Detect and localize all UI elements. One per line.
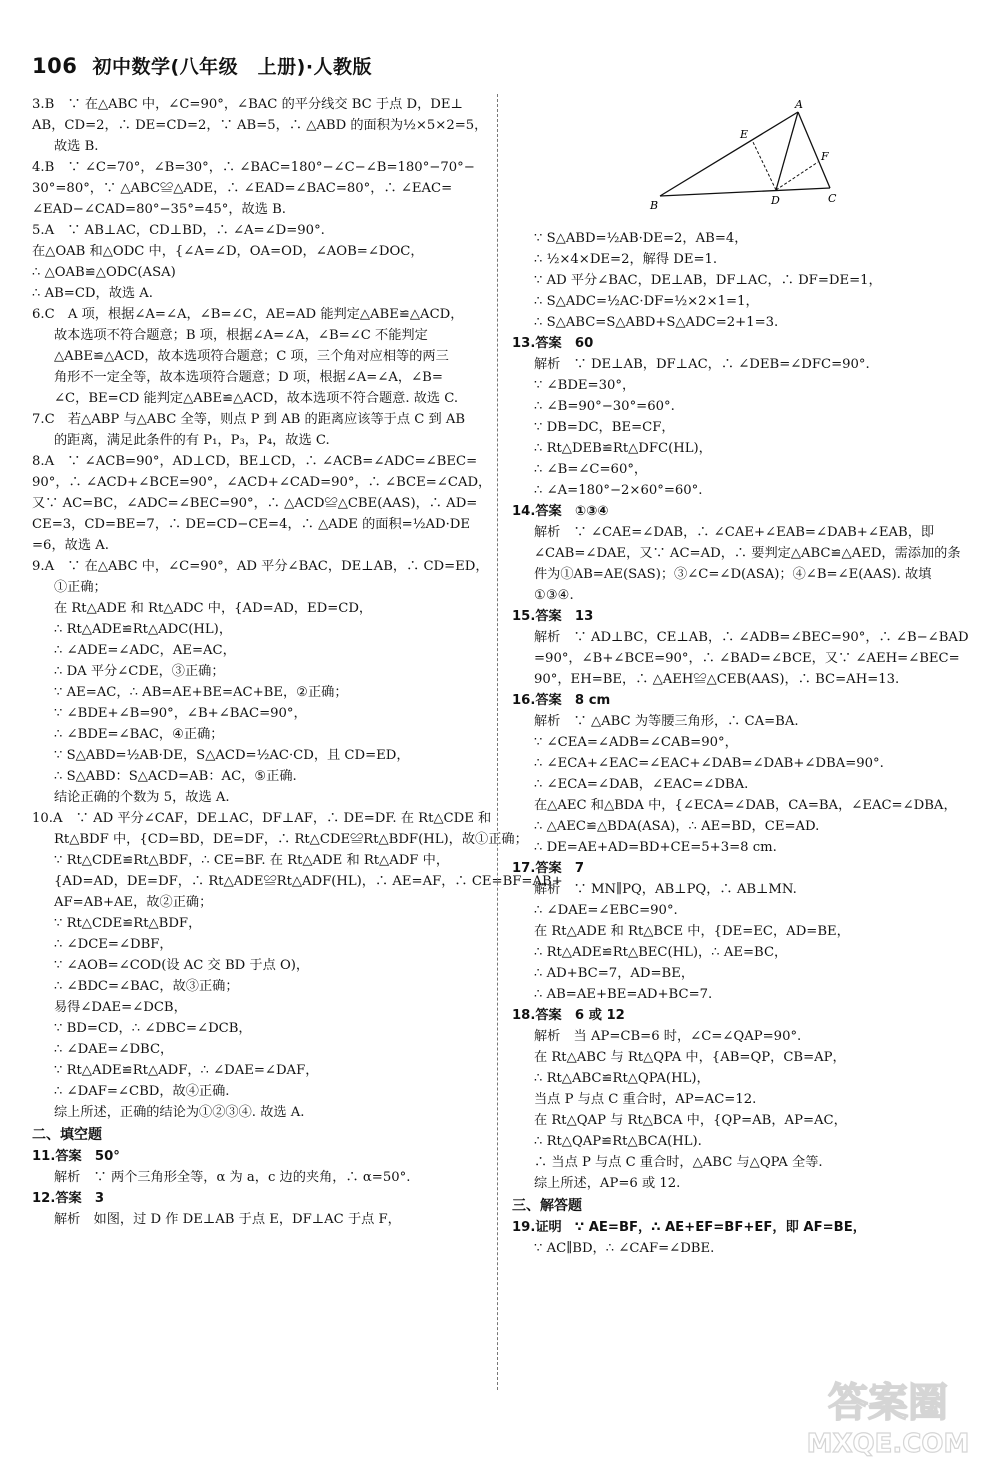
page-number: 106 bbox=[32, 54, 78, 78]
left-line: ∠EAD−∠CAD=80°−35°=45°，故选 B. bbox=[32, 202, 286, 217]
page-header bbox=[32, 52, 372, 79]
right-line: ∵ ∠BDE=30°， bbox=[534, 378, 636, 393]
right-line: =90°，∠B+∠BCE=90°，∴ ∠BAD=∠BCE，又∵ ∠AEH=∠BEC= bbox=[534, 651, 960, 666]
left-line: AB，CD=2，∴ DE=CD=2，∵ AB=5，∴ △ABD 的面积为½×5×2=5， bbox=[32, 118, 488, 133]
left-line: ∵ Rt△CDE≌Rt△BDF，∴ CE=BF. 在 Rt△ADE 和 Rt△ADF 中， bbox=[54, 853, 450, 868]
left-line: 在 Rt△ADE 和 Rt△ADC 中，{AD=AD，ED=CD， bbox=[54, 601, 373, 616]
right-line: 19.证明 ∵ AE=BF，∴ AE+EF=BF+EF，即 AF=BE， bbox=[512, 1220, 866, 1235]
left-line: △ABE≌△ACD，故本选项符合题意；C 项，三个角对应相等的两三 bbox=[54, 349, 449, 364]
right-line: ∴ △AEC≌△BDA(ASA)，∴ AE=BD，CE=AD. bbox=[534, 819, 820, 834]
right-line: 17.答案 7 bbox=[512, 861, 585, 876]
right-line: 当点 P 与点 C 重合时，AP=AC=12. bbox=[534, 1092, 757, 1107]
label-f: F bbox=[821, 150, 829, 163]
left-line: 故选 B. bbox=[54, 139, 99, 154]
left-line: ∴ ∠ADE=∠ADC，AE=AC， bbox=[54, 643, 236, 658]
right-column bbox=[512, 228, 968, 1259]
right-line: ∴ ∠B=90°−30°=60°. bbox=[534, 399, 675, 414]
left-line: ∵ S△ABD=½AB·DE，S△ACD=½AC·CD，且 CD=ED， bbox=[54, 748, 410, 763]
right-line: 解析 ∵ △ABC 为等腰三角形，∴ CA=BA. bbox=[534, 714, 799, 729]
right-line: ∴ Rt△DEB≌Rt△DFC(HL)， bbox=[534, 441, 712, 456]
right-line: 16.答案 8 cm bbox=[512, 693, 611, 708]
left-line: ∴ ∠DAE=∠DBC， bbox=[54, 1042, 174, 1057]
left-line: 90°，∴ ∠ACD+∠BCE=90°，∠ACD+∠CAD=90°，∴ ∠BCE=∠CAD， bbox=[32, 475, 492, 490]
right-line: ∵ DB=DC，BE=CF， bbox=[534, 420, 675, 435]
right-line: 综上所述，AP=6 或 12. bbox=[534, 1176, 681, 1191]
triangle-figure bbox=[640, 96, 840, 214]
right-line: 解析 ∵ MN∥PQ，AB⊥PQ，∴ AB⊥MN. bbox=[534, 882, 797, 897]
left-line: ①正确； bbox=[54, 580, 107, 595]
left-line: ∴ DA 平分∠CDE，③正确； bbox=[54, 664, 225, 679]
right-line: 件为①AB=AE(SAS)；③∠C=∠D(ASA)；④∠B=∠E(AAS). 故填 bbox=[534, 567, 932, 582]
right-line: ∴ ∠ECA+∠EAC=∠EAC+∠DAB=∠DAB+∠DBA=90°. bbox=[534, 756, 884, 771]
left-line: ∵ ∠AOB=∠COD(设 AC 交 BD 于点 O)， bbox=[54, 958, 310, 973]
left-line: 8.A ∵ ∠ACB=90°，AD⊥CD，BE⊥CD，∴ ∠ACB=∠ADC=∠BEC= bbox=[32, 454, 478, 469]
right-line: 解析 当 AP=CB=6 时，∠C=∠QAP=90°. bbox=[534, 1029, 802, 1044]
right-line: 14.答案 ①③④ bbox=[512, 504, 609, 519]
right-line: ∴ S△ADC=½AC·DF=½×2×1=1， bbox=[534, 294, 759, 309]
left-line: {AD=AD，DE=DF，∴ Rt△ADE≌Rt△ADF(HL)，∴ AE=AF，∴ CE=BF=AB+ bbox=[54, 874, 563, 889]
right-line: 三、解答题 bbox=[512, 1198, 582, 1214]
right-line: 在△AEC 和△BDA 中，{∠ECA=∠DAB，CA=BA，∠EAC=∠DBA， bbox=[534, 798, 957, 813]
left-line: 的距离，满足此条件的有 P₁，P₃，P₄，故选 C. bbox=[54, 433, 330, 448]
right-line: ∴ 当点 P 与点 C 重合时，△ABC 与△QPA 全等. bbox=[534, 1155, 823, 1170]
left-line: 易得∠DAE=∠DCB， bbox=[54, 1000, 187, 1015]
left-line: 10.A ∵ AD 平分∠CAF，DE⊥AC，DF⊥AF，∴ DE=DF. 在 Rt△CDE 和 bbox=[32, 811, 492, 826]
svg-text:答案圈: 答案圈 bbox=[828, 1380, 948, 1426]
right-line: 在 Rt△ABC 与 Rt△QPA 中，{AB=QP，CB=AP， bbox=[534, 1050, 846, 1065]
watermark-logo bbox=[798, 1368, 978, 1460]
column-divider bbox=[497, 94, 498, 1390]
left-line: 又∵ AC=BC，∠ADC=∠BEC=90°，∴ △ACD≌△CBE(AAS)，∴ AD= bbox=[32, 496, 478, 511]
left-line: 在△OAB 和△ODC 中，{∠A=∠D，OA=OD，∠AOB=∠DOC， bbox=[32, 244, 424, 259]
right-line: ∵ S△ABD=½AB·DE=2，AB=4， bbox=[534, 231, 748, 246]
left-line: CE=3，CD=BE=7，∴ DE=CD−CE=4，∴ △ADE 的面积=½AD·DE bbox=[32, 517, 471, 532]
right-line: ∴ Rt△QAP≌Rt△BCA(HL). bbox=[534, 1134, 702, 1149]
left-line: 4.B ∵ ∠C=70°，∠B=30°，∴ ∠BAC=180°−∠C−∠B=180°−70°− bbox=[32, 160, 475, 175]
label-a: A bbox=[795, 98, 803, 111]
left-line: 二、填空题 bbox=[32, 1127, 102, 1143]
right-line: 解析 ∵ DE⊥AB，DF⊥AC，∴ ∠DEB=∠DFC=90°. bbox=[534, 357, 870, 372]
right-line: ∵ ∠CEA=∠ADB=∠CAB=90°， bbox=[534, 735, 738, 750]
left-line: ∠C，BE=CD 能判定△ABE≌△ACD，故本选项不符合题意. 故选 C. bbox=[54, 391, 459, 406]
right-line: ∴ ∠B=∠C=60°， bbox=[534, 462, 648, 477]
left-line: 结论正确的个数为 5，故选 A. bbox=[54, 790, 230, 805]
left-line: ∴ ∠DCE=∠DBF， bbox=[54, 937, 173, 952]
right-line: ∴ ∠DAE=∠EBC=90°. bbox=[534, 903, 678, 918]
right-line: 解析 ∵ AD⊥BC，CE⊥AB，∴ ∠ADB=∠BEC=90°，∴ ∠B−∠BAD bbox=[534, 630, 969, 645]
left-line: 30°=80°，∵ △ABC≌△ADE，∴ ∠EAD=∠BAC=80°，∴ ∠EAC= bbox=[32, 181, 453, 196]
left-line: ∴ AB=CD，故选 A. bbox=[32, 286, 153, 301]
right-line: 在 Rt△ADE 和 Rt△BCE 中，{DE=EC，AD=BE， bbox=[534, 924, 850, 939]
left-line: 7.C 若△ABP 与△ABC 全等，则点 P 到 AB 的距离应该等于点 C 到 AB bbox=[32, 412, 466, 427]
svg-text:MXQE.COM: MXQE.COM bbox=[806, 1429, 970, 1459]
left-line: 角形不一定全等，故本选项符合题意；D 项，根据∠A=∠A，∠B= bbox=[54, 370, 443, 385]
left-line: 5.A ∵ AB⊥AC，CD⊥BD，∴ ∠A=∠D=90°. bbox=[32, 223, 325, 238]
left-line: ∵ ∠BDE+∠B=90°，∠B+∠BAC=90°， bbox=[54, 706, 307, 721]
left-line: Rt△BDF 中，{CD=BD，DE=DF，∴ Rt△CDE≌Rt△BDF(HL)，故①正确； bbox=[54, 832, 528, 847]
left-line: AF=AB+AE，故②正确； bbox=[54, 895, 213, 910]
left-line: 9.A ∵ 在△ABC 中，∠C=90°，AD 平分∠BAC，DE⊥AB，∴ CD=ED， bbox=[32, 559, 489, 574]
right-line: 15.答案 13 bbox=[512, 609, 594, 624]
right-line: ∴ Rt△ABC≌Rt△QPA(HL)， bbox=[534, 1071, 710, 1086]
right-line: ①③④. bbox=[534, 588, 574, 603]
right-line: ∴ ∠A=180°−2×60°=60°. bbox=[534, 483, 703, 498]
left-line: ∵ Rt△ADE≌Rt△ADF，∴ ∠DAE=∠DAF， bbox=[54, 1063, 319, 1078]
left-line: 3.B ∵ 在△ABC 中，∠C=90°，∠BAC 的平分线交 BC 于点 D，DE⊥ bbox=[32, 97, 463, 112]
left-line: 解析 ∵ 两个三角形全等，α 为 a，c 边的夹角，∴ α=50°. bbox=[54, 1170, 411, 1185]
left-line: ∴ △OAB≌△ODC(ASA) bbox=[32, 265, 176, 280]
left-line: 故本选项不符合题意；B 项，根据∠A=∠A，∠B=∠C 不能判定 bbox=[54, 328, 428, 343]
right-line: ∴ AD+BC=7，AD=BE， bbox=[534, 966, 695, 981]
right-line: ∠CAB=∠DAE，又∵ AC=AD，∴ 要判定△ABC≌△AED，需添加的条 bbox=[534, 546, 961, 561]
left-line: ∴ Rt△ADE≌Rt△ADC(HL)， bbox=[54, 622, 233, 637]
right-line: 13.答案 60 bbox=[512, 336, 594, 351]
left-line: =6，故选 A. bbox=[32, 538, 109, 553]
right-line: ∴ Rt△ADE≌Rt△BEC(HL)，∴ AE=BC， bbox=[534, 945, 788, 960]
label-e: E bbox=[740, 128, 749, 141]
left-line: ∴ S△ABD：S△ACD=AB：AC，⑤正确. bbox=[54, 769, 297, 784]
left-line: ∴ ∠DAF=∠CBD，故④正确. bbox=[54, 1084, 230, 1099]
left-line: ∵ Rt△CDE≌Rt△BDF， bbox=[54, 916, 202, 931]
right-line: 解析 ∵ ∠CAE=∠DAB，∴ ∠CAE+∠EAB=∠DAB+∠EAB，即 bbox=[534, 525, 935, 540]
right-line: 在 Rt△QAP 与 Rt△BCA 中，{QP=AB，AP=AC， bbox=[534, 1113, 847, 1128]
right-line: ∴ ½×4×DE=2，解得 DE=1. bbox=[534, 252, 718, 267]
right-line: ∴ ∠ECA=∠DAB，∠EAC=∠DBA. bbox=[534, 777, 749, 792]
left-line: 解析 如图，过 D 作 DE⊥AB 于点 E，DF⊥AC 于点 F， bbox=[54, 1212, 401, 1227]
left-line: 6.C A 项，根据∠A=∠A，∠B=∠C，AE=AD 能判定△ABE≌△ACD， bbox=[32, 307, 464, 322]
left-line: ∴ ∠BDC=∠BAC，故③正确； bbox=[54, 979, 239, 994]
left-line: 11.答案 50° bbox=[32, 1149, 120, 1164]
label-b: B bbox=[650, 199, 659, 212]
left-line: ∴ ∠BDE=∠BAC，④正确； bbox=[54, 727, 224, 742]
left-line: ∵ BD=CD，∴ ∠DBC=∠DCB， bbox=[54, 1021, 252, 1036]
right-line: 18.答案 6 或 12 bbox=[512, 1008, 625, 1023]
right-line: ∴ S△ABC=S△ABD+S△ADC=2+1=3. bbox=[534, 315, 779, 330]
label-c: C bbox=[828, 192, 837, 205]
right-line: ∴ DE=AE+AD=BD+CE=5+3=8 cm. bbox=[534, 840, 777, 855]
right-line: ∴ AB=AE+BE=AD+BC=7. bbox=[534, 987, 713, 1002]
right-line: 90°，EH=BE，∴ △AEH≌△CEB(AAS)，∴ BC=AH=13. bbox=[534, 672, 900, 687]
left-line: ∵ AE=AC，∴ AB=AE+BE=AC+BE，②正确； bbox=[54, 685, 348, 700]
label-d: D bbox=[771, 194, 780, 207]
left-line: 综上所述，正确的结论为①②③④. 故选 A. bbox=[54, 1105, 305, 1120]
left-line: 12.答案 3 bbox=[32, 1191, 105, 1206]
right-line: ∵ AC∥BD，∴ ∠CAF=∠DBE. bbox=[534, 1241, 715, 1256]
book-title: 初中数学(八年级 上册)·人教版 bbox=[92, 56, 373, 78]
right-line: ∵ AD 平分∠BAC，DE⊥AB，DF⊥AC，∴ DF=DE=1， bbox=[534, 273, 882, 288]
